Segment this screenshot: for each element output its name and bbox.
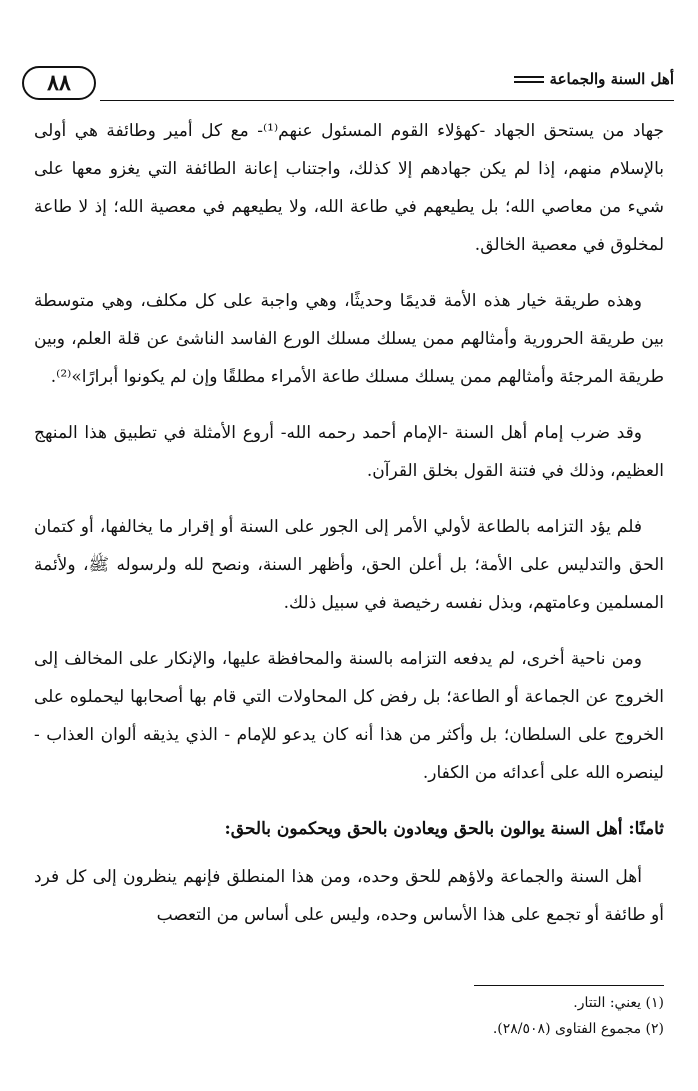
footnote-separator (474, 985, 664, 986)
header-rule (100, 100, 674, 101)
section-heading: ثامنًا: أهل السنة يوالون بالحق ويعادون بالحق ويحكمون بالحق: (224, 819, 664, 839)
running-title (514, 70, 674, 88)
running-title-text: أهل السنة والجماعة (549, 70, 674, 88)
title-ornament (514, 76, 544, 83)
footnote-2: (٢) مجموع الفتاوى (٢٨/٥٠٨). (492, 1021, 664, 1037)
paragraph-5: ومن ناحية أخرى، لم يدفعه التزامه بالسنة والمحافظة عليها، والإنكار على المخالف إلى الخروج عن الجماعة أو الطاعة؛ بل رفض كل المحاولات التي قام بها أصحابها ليحملوه على الخروج على السلطان؛ بل وأكثر من هذا أنه كان يدعو للإمام - الذي يذيقه ألوان العذاب - لينصره الله على أعدائه من الكفار. (34, 649, 664, 783)
paragraph-6: أهل السنة والجماعة ولاؤهم للحق وحده، ومن هذا المنطلق فإنهم ينظرون إلى كل فرد أو طائفة أو تجمع على هذا الأساس وحده، وليس على أساس من التعصب (34, 867, 664, 925)
page-number: ٨٨ (22, 66, 96, 100)
body-text (34, 112, 664, 952)
footnote-1: (١) يعني: التتار. (573, 995, 664, 1011)
paragraph-4: فلم يؤد التزامه بالطاعة لأولي الأمر إلى الجور على السنة أو إقرار ما يخالفها، أو كتمان الحق والتدليس على الأمة؛ بل أعلن الحق، وأظهر السنة، ونصح لله ولرسوله ﷺ، ولأئمة المسلمين وعامتهم، وبذل نفسه رخيصة في سبيل ذلك. (34, 517, 664, 613)
paragraph-2: وهذه طريقة خيار هذه الأمة قديمًا وحديثًا، وهي واجبة على كل مكلف، وهي متوسطة بين طريقة الحرورية وأمثالهم ممن يسلك مسلك الورع الفاسد الناشئ عن قلة العلم، وبين طريقة المرجئة وأمثالهم ممن يسلك مسلك طاعة الأمراء مطلقًا وإن لم يكونوا أبرارًا»⁽²⁾. (34, 291, 664, 387)
paragraph-1: جهاد من يستحق الجهاد -كهؤلاء القوم المسئول عنهم⁽¹⁾- مع كل أمير وطائفة هي أولى بالإسلام منهم، إذا لم يكن جهادهم إلا كذلك، واجتناب إعانة الطائفة التي يغزو معها على شيء من معاصي الله؛ بل يطيعهم في طاعة الله، ولا يطيعهم في معصية الله؛ إذ لا طاعة لمخلوق في معصية الخالق. (34, 121, 664, 255)
footnotes (34, 990, 664, 1042)
page-header (22, 62, 674, 108)
paragraph-3: وقد ضرب إمام أهل السنة -الإمام أحمد رحمه الله- أروع الأمثلة في تطبيق هذا المنهج العظيم، وذلك في فتنة القول بخلق القرآن. (34, 423, 664, 481)
